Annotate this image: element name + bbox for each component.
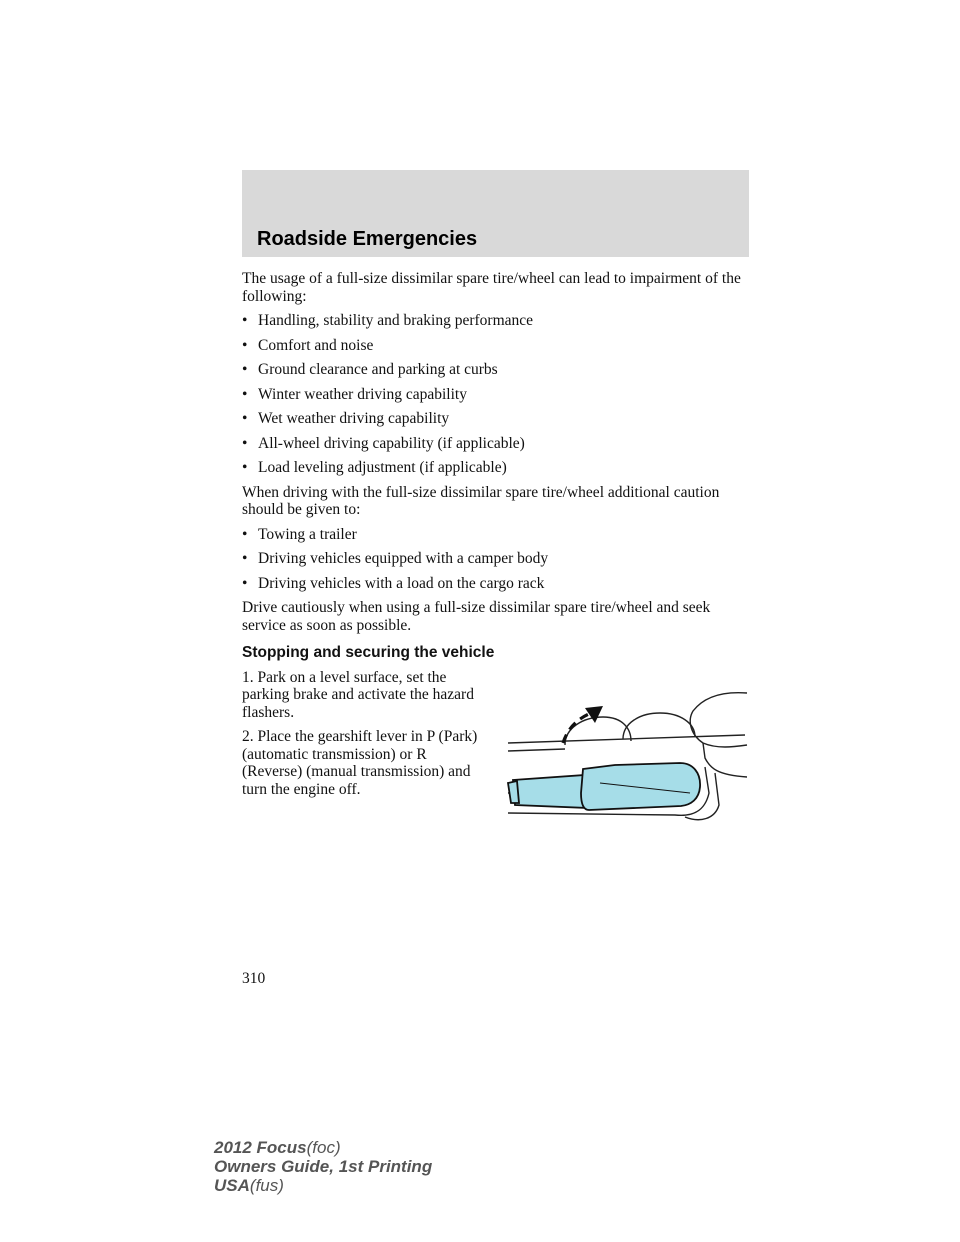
bullet-icon: •	[242, 410, 248, 427]
footer-market-line: USA(fus)	[214, 1176, 284, 1195]
list-item: • All-wheel driving capability (if applicable)	[242, 434, 525, 452]
list-item: • Ground clearance and parking at curbs	[242, 361, 498, 378]
footer-model-line: 2012 Focus(foc)	[214, 1138, 341, 1157]
section-header-band	[242, 170, 749, 257]
bullet-icon: •	[242, 312, 248, 329]
caution-paragraph: When driving with the full-size dissimilar spare tire/wheel additional caution should be given to:	[242, 483, 720, 518]
section-title: Roadside Emergencies	[257, 228, 478, 250]
parking-brake-lever-illustration	[505, 683, 751, 826]
bullet-icon: •	[242, 550, 248, 567]
intro-paragraph: The usage of a full-size dissimilar spare tire/wheel can lead to impairment of the following:	[242, 270, 741, 305]
bullet-icon: •	[242, 574, 248, 592]
print-footer	[214, 1138, 432, 1195]
caution-list	[242, 526, 742, 593]
bullet-icon: •	[242, 459, 248, 476]
list-item: • Comfort and noise	[242, 336, 374, 354]
steps-list	[242, 669, 480, 799]
bullet-icon: •	[242, 336, 248, 354]
list-item: • Load leveling adjustment (if applicable)	[242, 459, 507, 476]
bullet-icon: •	[242, 525, 248, 543]
step-item: 2. Place the gearshift lever in P (Park) (automatic transmission) or R (Reverse) (manual transmission) and turn the engine off.	[242, 728, 478, 798]
step-item: 1. Park on a level surface, set the parking brake and activate the hazard flashers.	[242, 668, 474, 721]
list-item: • Winter weather driving capability	[242, 385, 467, 403]
list-item: • Towing a trailer	[242, 525, 357, 543]
footer-guide-line: Owners Guide, 1st Printing	[214, 1157, 433, 1176]
bullet-icon: •	[242, 385, 248, 403]
bullet-icon: •	[242, 434, 248, 452]
parking-brake-lever-icon	[505, 683, 751, 826]
subsection-heading: Stopping and securing the vehicle	[242, 644, 495, 661]
advice-paragraph: Drive cautiously when using a full-size dissimilar spare tire/wheel and seek service as soon as possible.	[242, 599, 711, 634]
list-item: • Driving vehicles with a load on the cargo rack	[242, 574, 545, 592]
bullet-icon: •	[242, 361, 248, 378]
list-item: • Driving vehicles equipped with a camper body	[242, 550, 549, 567]
list-item: • Handling, stability and braking performance	[242, 312, 534, 329]
list-item: • Wet weather driving capability	[242, 410, 450, 427]
page-number: 310	[242, 970, 266, 987]
impairment-list	[242, 312, 742, 477]
